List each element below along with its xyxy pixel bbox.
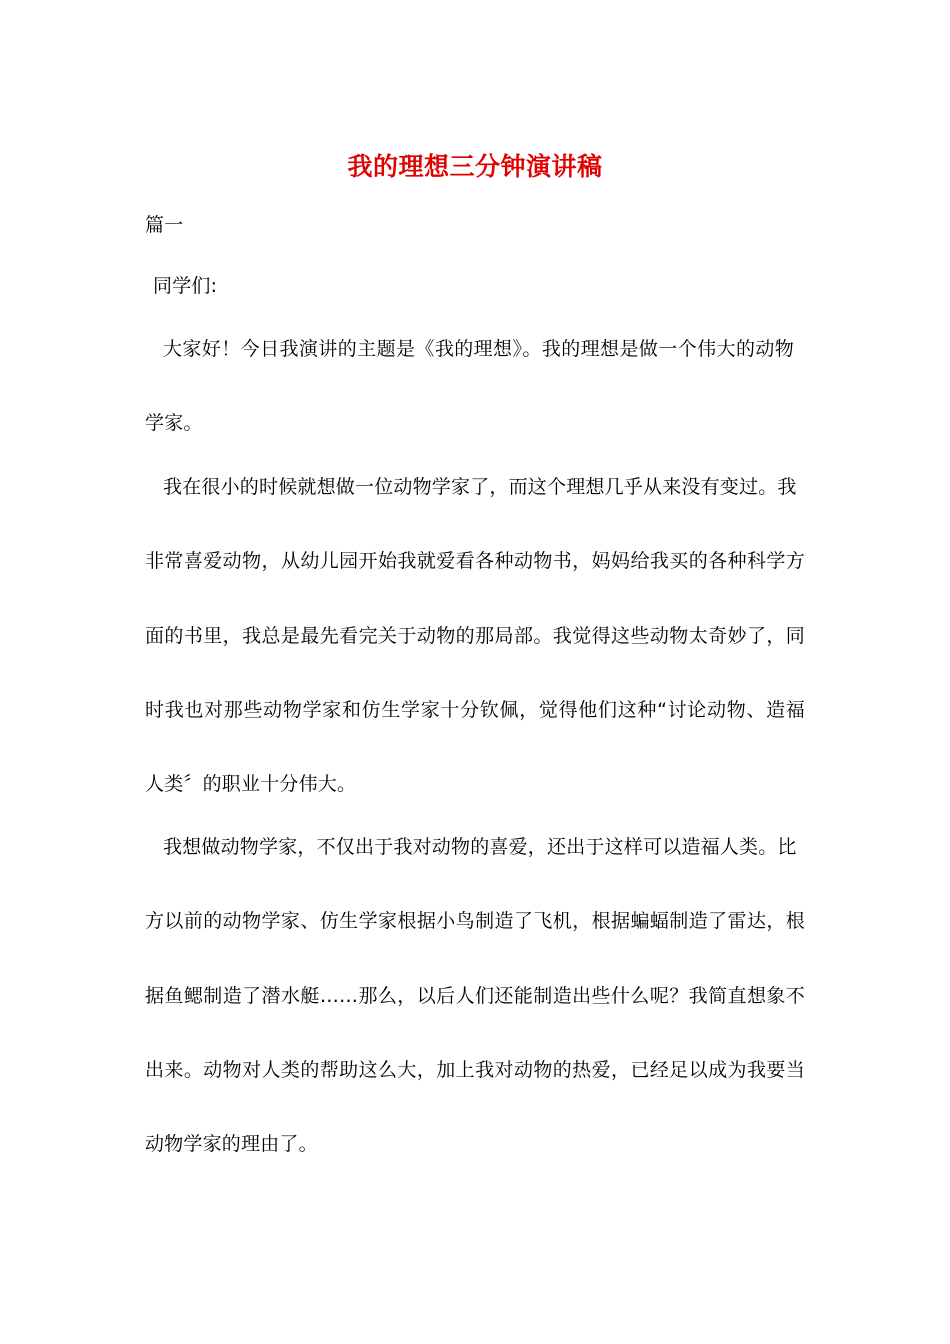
paragraph-3-line-4: 出来。动物对人类的帮助这么大，加上我对动物的热爱，已经足以成为我要当 — [145, 1059, 805, 1081]
paragraph-3-line-3: 据鱼鳃制造了潜水艇……那么，以后人们还能制造出些什么呢？我简直想象不 — [145, 985, 805, 1007]
paragraph-3-line-5: 动物学家的理由了。 — [145, 1133, 318, 1155]
paragraph-2-line-1: 我在很小的时候就想做一位动物学家了，而这个理想几乎从来没有变过。我 — [163, 476, 797, 498]
document-title: 我的理想三分钟演讲稿 — [347, 152, 603, 181]
paragraph-3-line-2: 方以前的动物学家、仿生学家根据小鸟制造了飞机，根据蝙蝠制造了雷达，根 — [145, 910, 805, 932]
paragraph-3-line-1: 我想做动物学家，不仅出于我对动物的喜爱，还出于这样可以造福人类。比 — [163, 836, 797, 858]
paragraph-2-line-5: 人类〞的职业十分伟大。 — [145, 773, 357, 795]
paragraph-1-line-2: 学家。 — [145, 412, 203, 434]
paragraph-2-line-2: 非常喜爱动物，从幼儿园开始我就爱看各种动物书，妈妈给我买的各种科学方 — [145, 550, 805, 572]
paragraph-2-line-3: 面的书里，我总是最先看完关于动物的那局部。我觉得这些动物太奇妙了，同 — [145, 625, 805, 647]
section-label: 篇一 — [145, 214, 184, 236]
greeting: 同学们: — [153, 275, 218, 297]
paragraph-2-line-4: 时我也对那些动物学家和仿生学家十分钦佩，觉得他们这种“讨论动物、造福 — [145, 699, 805, 721]
paragraph-1-line-1: 大家好！今日我演讲的主题是《我的理想》。我的理想是做一个伟大的动物 — [163, 338, 794, 360]
